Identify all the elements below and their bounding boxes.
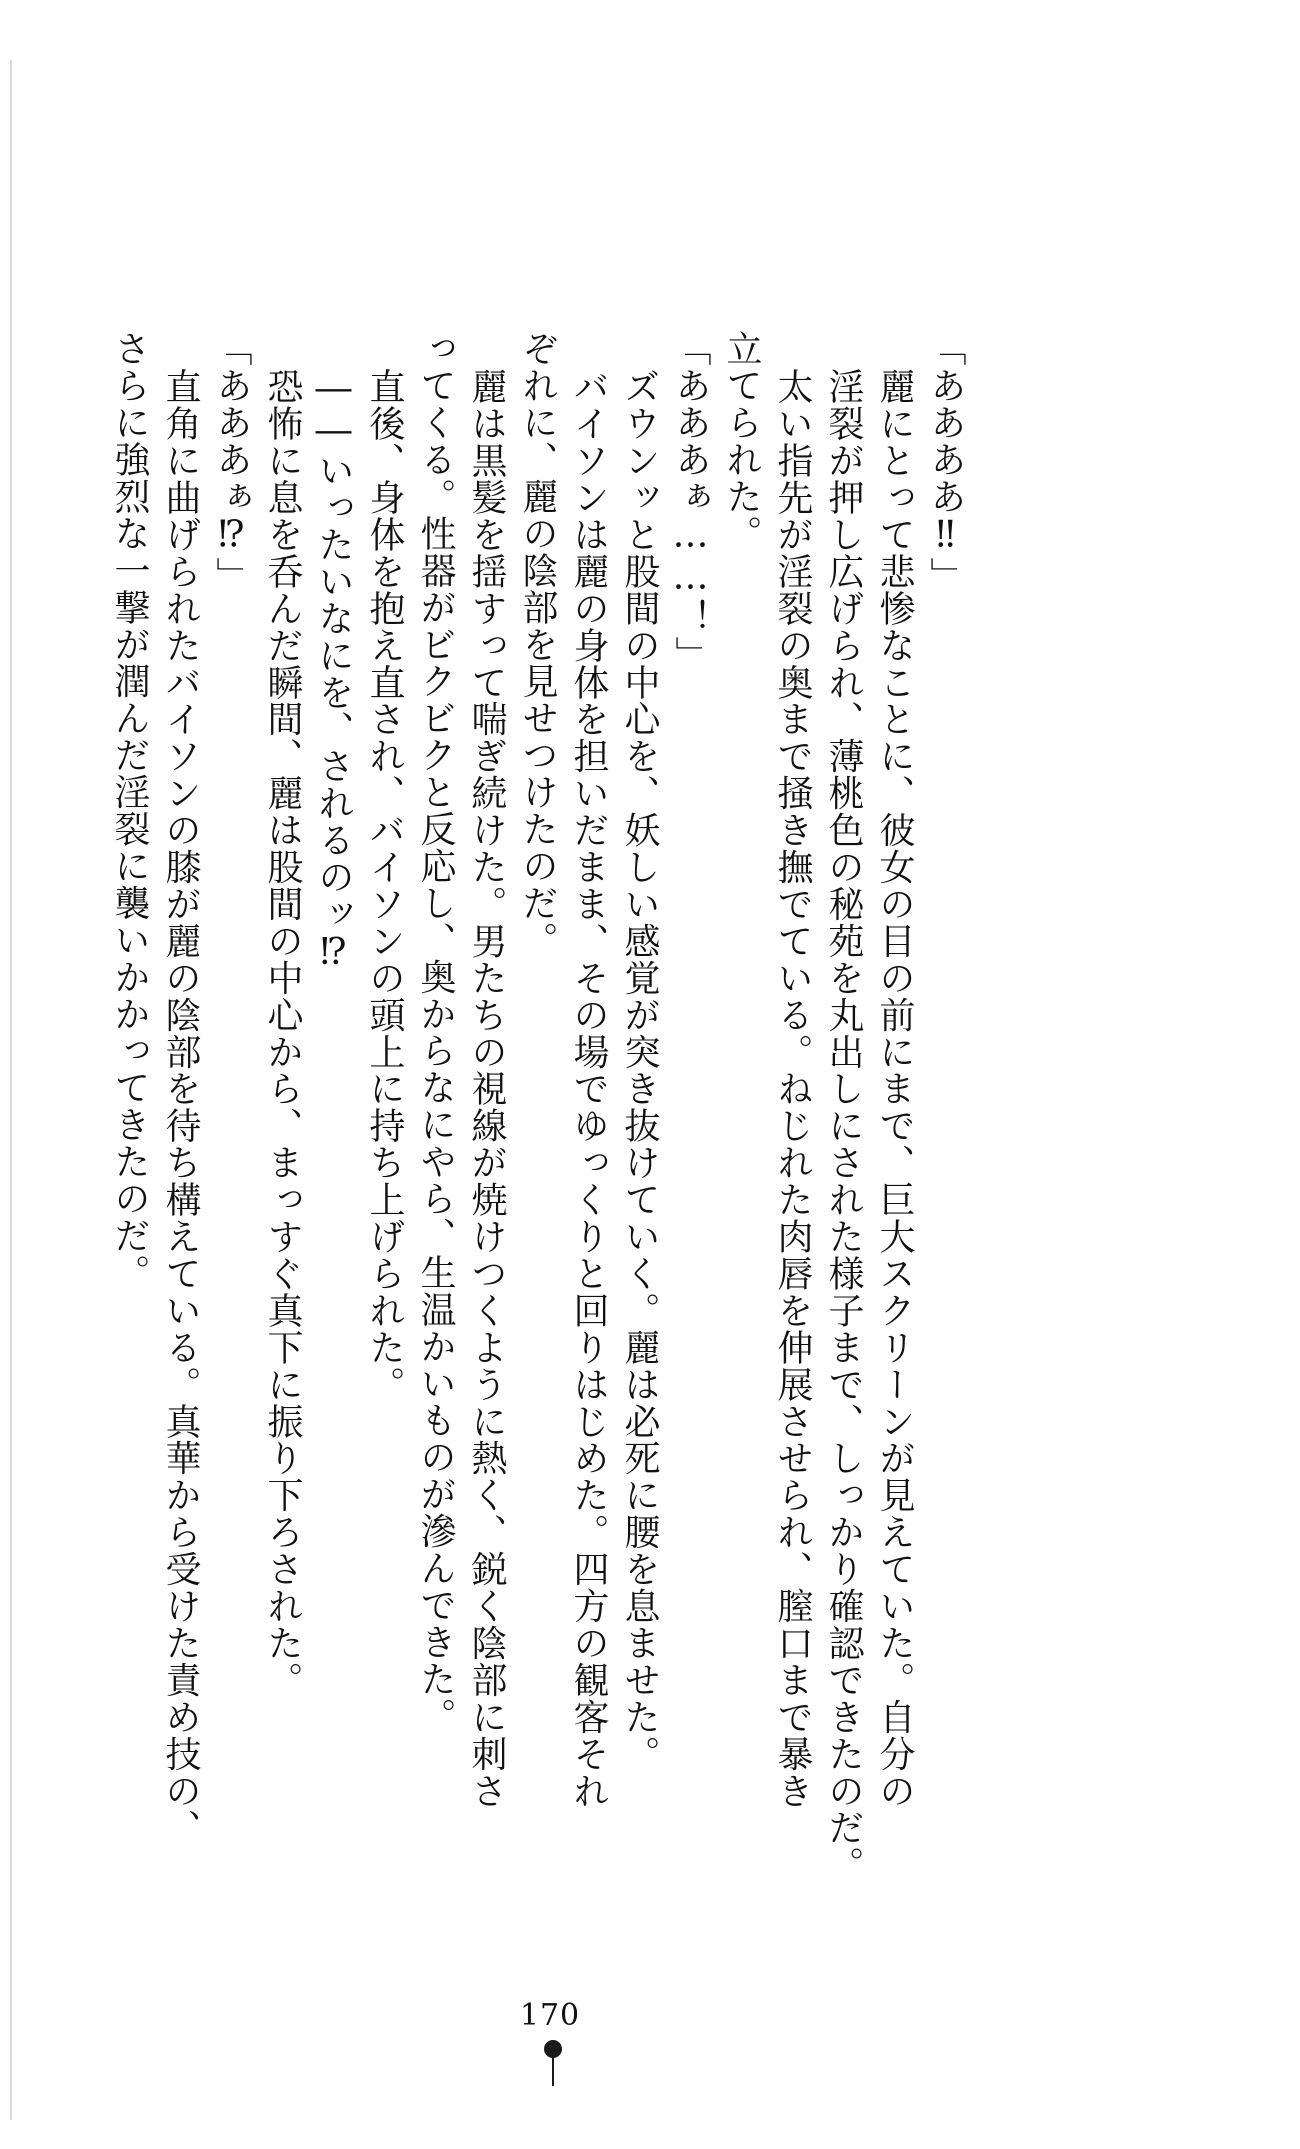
text-line: 「ああああ‼」 [925,330,966,594]
text-line: ってくる。性器がビクビクと反応し、奥からなにやら、生温かいものが滲んできた。 [415,330,456,1735]
text-line: ズウンッと股間の中心を、妖しい感覚が突き抜けていく。麗は必死に腰を息ませた。 [619,368,660,1773]
text-line: さらに強烈な一撃が潤んだ淫裂に襲いかかってきたのだ。 [109,330,150,1291]
text-line: 立てられた。 [721,330,762,552]
text-line: 直後、身体を抱え直され、バイソンの頭上に持ち上げられた。 [364,368,405,1403]
text-line: 麗は黒髪を揺すって喘ぎ続けた。男たちの視線が焼けつくように熱く、鋭く陰部に刺さ [466,368,507,1810]
page-number: 170 [519,1998,581,2033]
text-line: 「あああぁ⁉」 [211,330,252,594]
folio-ornament-icon [543,2040,565,2120]
text-line: 淫裂が押し広げられ、薄桃色の秘苑を丸出しにされた様子まで、しっかり確認できたのだ。 [823,368,864,1883]
text-line: ――いったいなにを、されるのッ⁉ [313,368,354,975]
text-line: 恐怖に息を呑んだ瞬間、麗は股間の中心から、まっすぐ真下に振り下ろされた。 [262,368,303,1699]
text-line: 麗にとって悲惨なことに、彼女の目の前にまで、巨大スクリーンが見えていた。自分の [874,368,915,1810]
text-line: ぞれに、麗の陰部を見せつけたのだ。 [517,330,558,959]
text-line: 「あああぁ……！」 [670,330,711,673]
text-line: 直角に曲げられたバイソンの膝が麗の陰部を待ち構えている。真華から受けた責め技の、 [160,368,201,1846]
text-line: 太い指先が淫裂の奥まで掻き撫でている。ねじれた肉唇を伸展させられ、膣口まで暴き [772,368,813,1810]
text-line: バイソンは麗の身体を担いだまま、その場でゆっくりと回りはじめた。四方の観客それ [568,368,609,1810]
